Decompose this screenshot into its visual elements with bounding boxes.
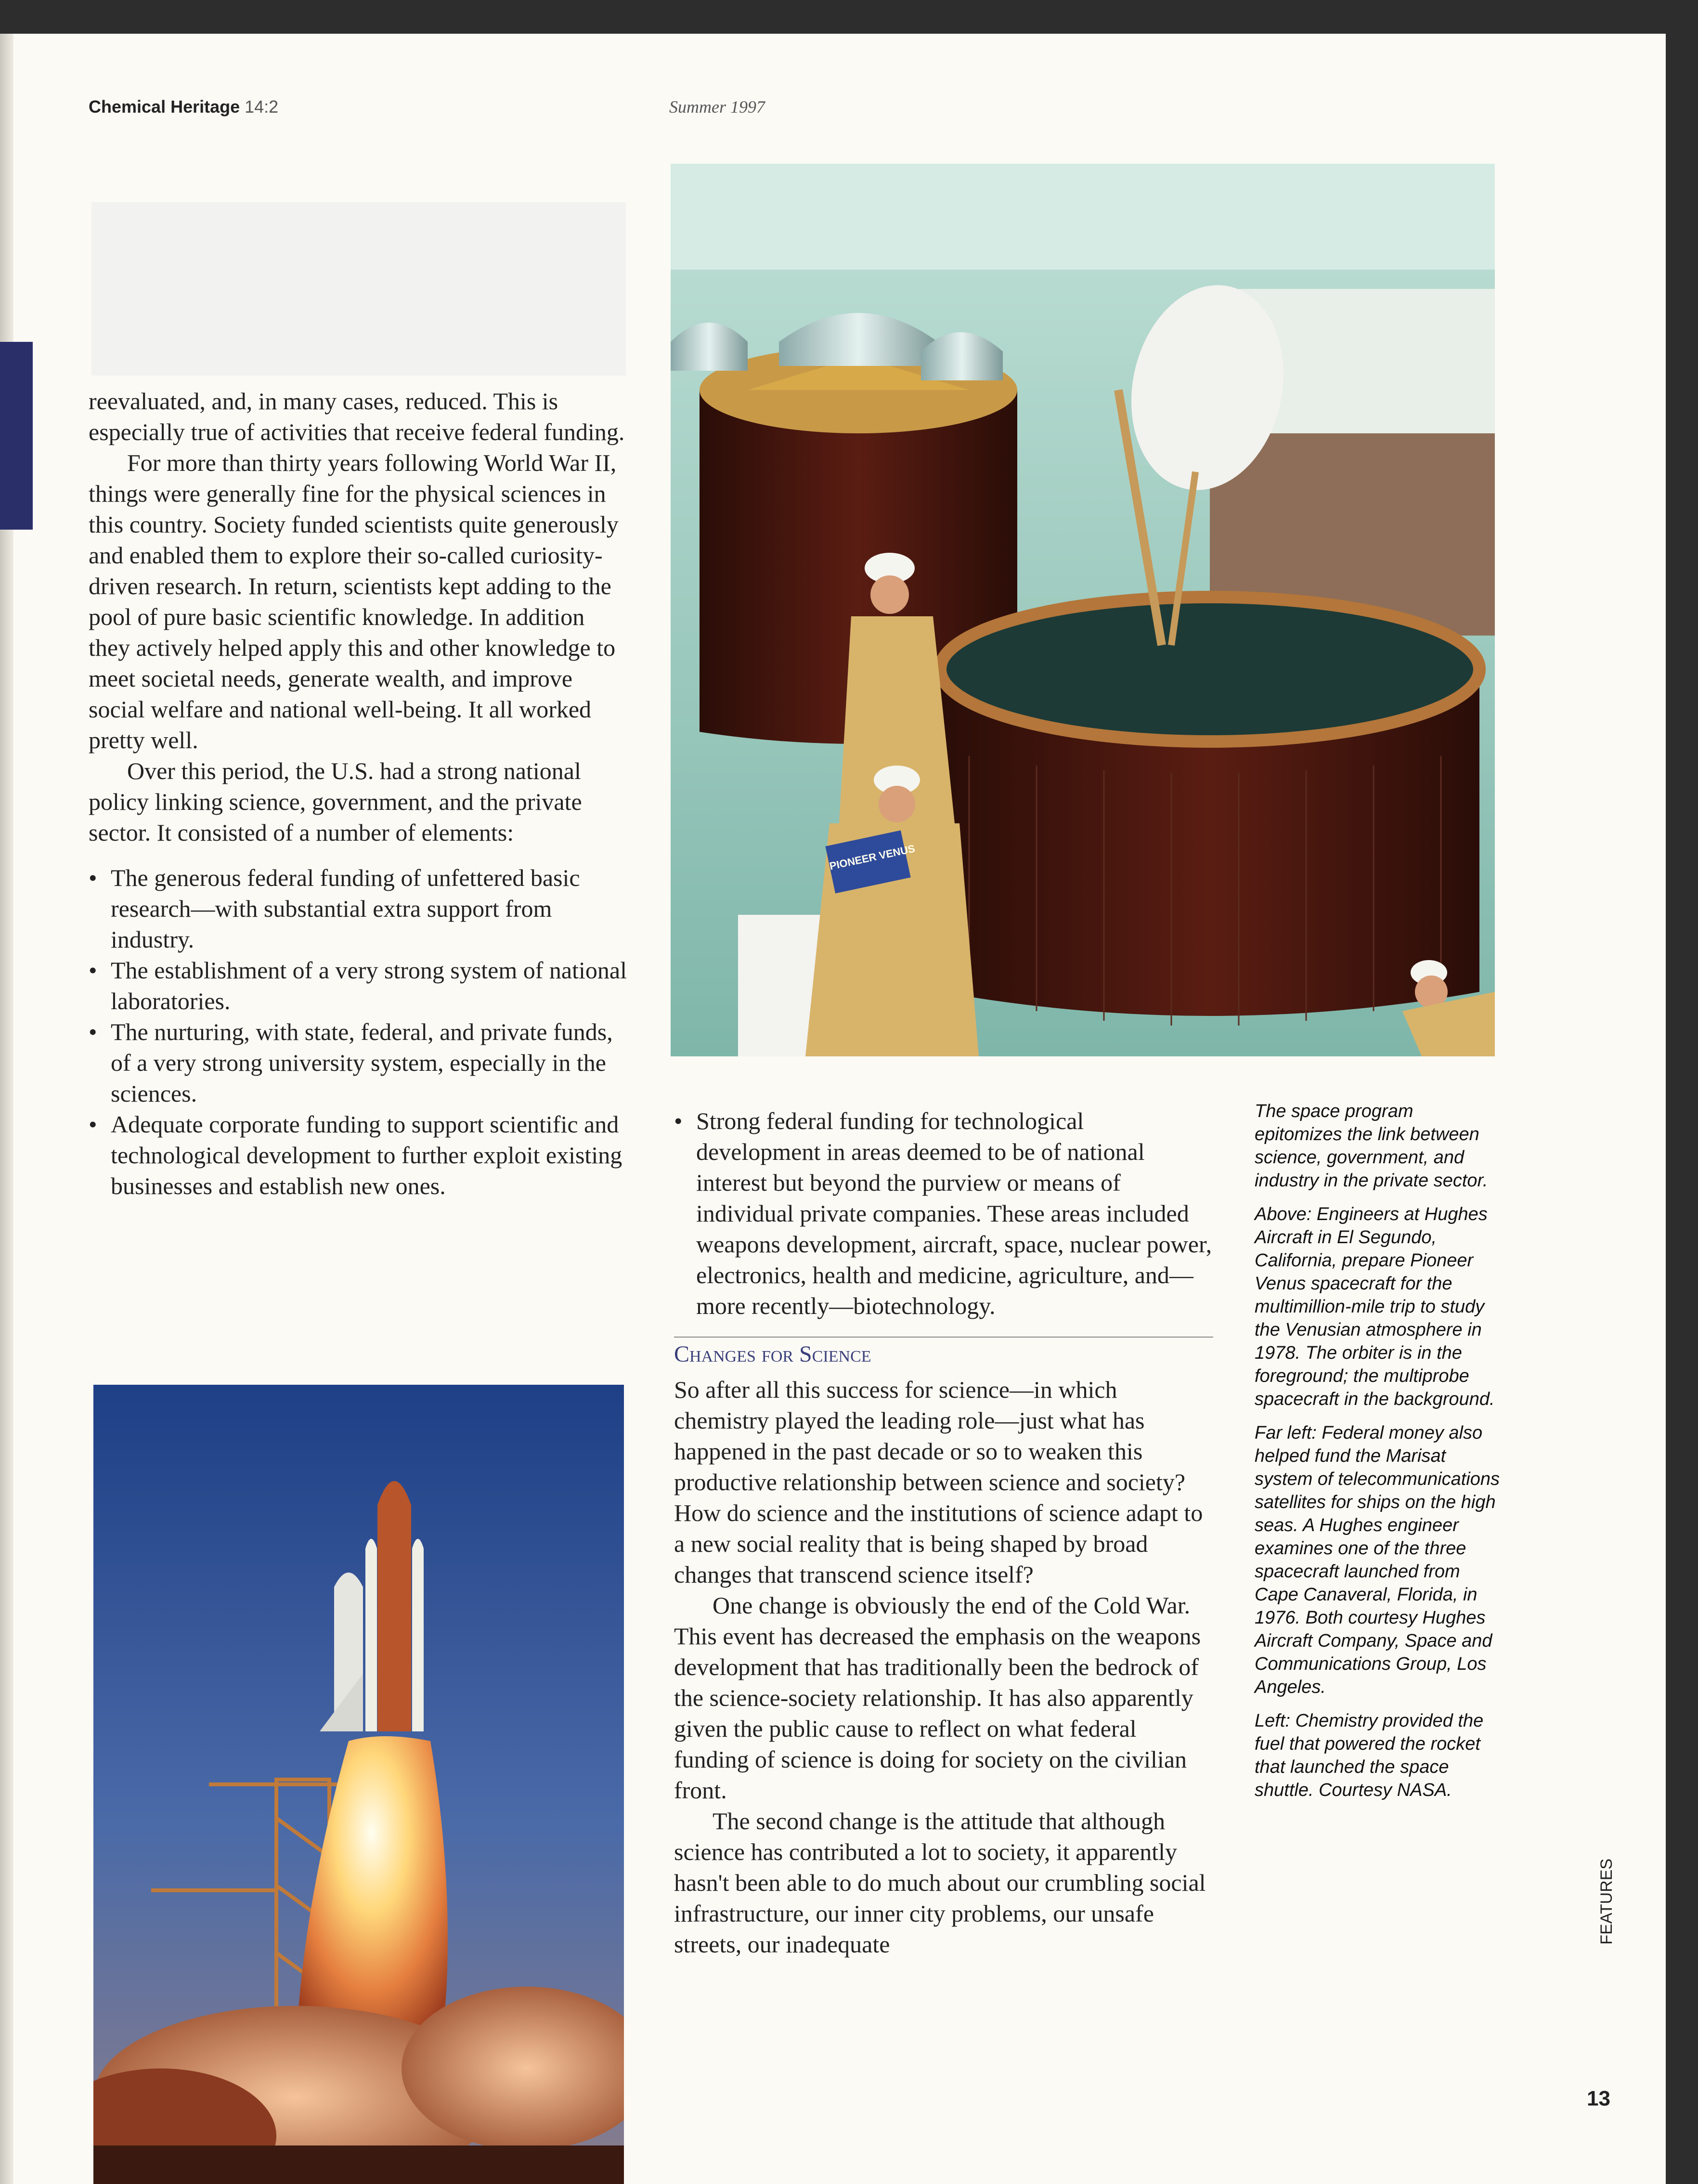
page-number: 13 [1587, 2087, 1610, 2110]
paragraph: For more than thirty years following World War II, things were generally fine for the physical sciences in this country. Society funded scientists quite generously and enabled them to explore their so-called curiosity-driven research. In return, scientists kept adding to the pool of pure basic scientific knowledge. In addition they actively helped apply this and other knowledge to meet societal needs, generate wealth, and improve social welfare and national well-being. It all worked pretty well. [89, 449, 619, 754]
show-through [91, 202, 626, 376]
caption-far-left: Far left: Federal money also helped fund the Marisat system of telecommunications satellites for ships on the high seas. A Hughes engineer examines one of the three spacecraft launched from Cape Canaveral, Florida, in 1976. Both courtesy Hughes Aircraft Company, Space and Communications Group, Los Angeles. [1255, 1423, 1500, 1697]
section-label-vertical: FEATURES [1597, 1859, 1616, 1945]
paragraph: So after all this success for science—in which chemistry played the leading role—just what has happened in the past decade or so to weaken this productive relationship between science and society? How do science and the institutions of science adapt to a new social reality that is being shaped by broad changes that transcend science itself? [674, 1376, 1203, 1588]
shuttle-launch-photo [93, 1385, 624, 2184]
bullet-item: • The nurturing, with state, federal, and private funds, of a very strong university system, especially in the sciences. [89, 1016, 628, 1109]
running-header-date: Summer 1997 [669, 97, 765, 117]
bullet-item: • The generous federal funding of unfettered basic research—with substantial extra support from industry. [89, 862, 628, 955]
paragraph: The second change is the attitude that although science has contributed a lot to society, it apparently hasn't been able to do much about our crumbling social infrastructure, our inner city problems, our unsafe streets, our inadequate [674, 1807, 1206, 1958]
caption-left: Left: Chemistry provided the fuel that powered the rocket that launched the space shuttle. Courtesy NASA. [1255, 1711, 1484, 1800]
pioneer-venus-photo [671, 164, 1495, 1056]
running-header-publication: Chemical Heritage 14:2 [89, 97, 279, 117]
coat-patch-label: PIONEER VENUS [828, 842, 916, 872]
bullet-item: • The establishment of a very strong system of national laboratories. [89, 955, 628, 1016]
photo-captions [1255, 1100, 1505, 1812]
paragraph: One change is obviously the end of the Cold War. This event has decreased the emphasis on the weapons development that has traditionally been the bedrock of the science-society relationship. It has also apparently given the public cause to reflect on what federal funding of science is doing for society on the civilian front. [674, 1592, 1201, 1804]
paragraph: Over this period, the U.S. had a strong national policy linking science, government, and the private sector. It consisted of a number of elements: [89, 757, 582, 846]
magazine-page [0, 34, 1666, 2184]
body-column-left [89, 386, 628, 1201]
bullet-item: • Strong federal funding for technological development in areas deemed to be of national interest but beyond the purview or means of individual private companies. These areas included weapons development, aircraft, space, nuclear power, electronics, health and medicine, agriculture, and—more recently—biotechnology. [674, 1105, 1213, 1321]
caption-intro: The space program epitomizes the link between science, government, and industry in the private sector. [1255, 1101, 1488, 1191]
caption-above: Above: Engineers at Hughes Aircraft in El Segundo, California, prepare Pioneer Venus spacecraft for the multimillion-mile trip to study the Venusian atmosphere in 1978. The orbiter is in the foreground; the multiprobe spacecraft in the background. [1255, 1204, 1495, 1409]
bullet-item: • Adequate corporate funding to support scientific and technological development to further exploit existing businesses and establish new ones. [89, 1109, 628, 1201]
paragraph: reevaluated, and, in many cases, reduced. This is especially true of activities that receive federal funding. [89, 388, 625, 445]
body-column-right [674, 1105, 1213, 1960]
color-tab [0, 342, 33, 530]
section-heading: Changes for Science [674, 1337, 1213, 1368]
